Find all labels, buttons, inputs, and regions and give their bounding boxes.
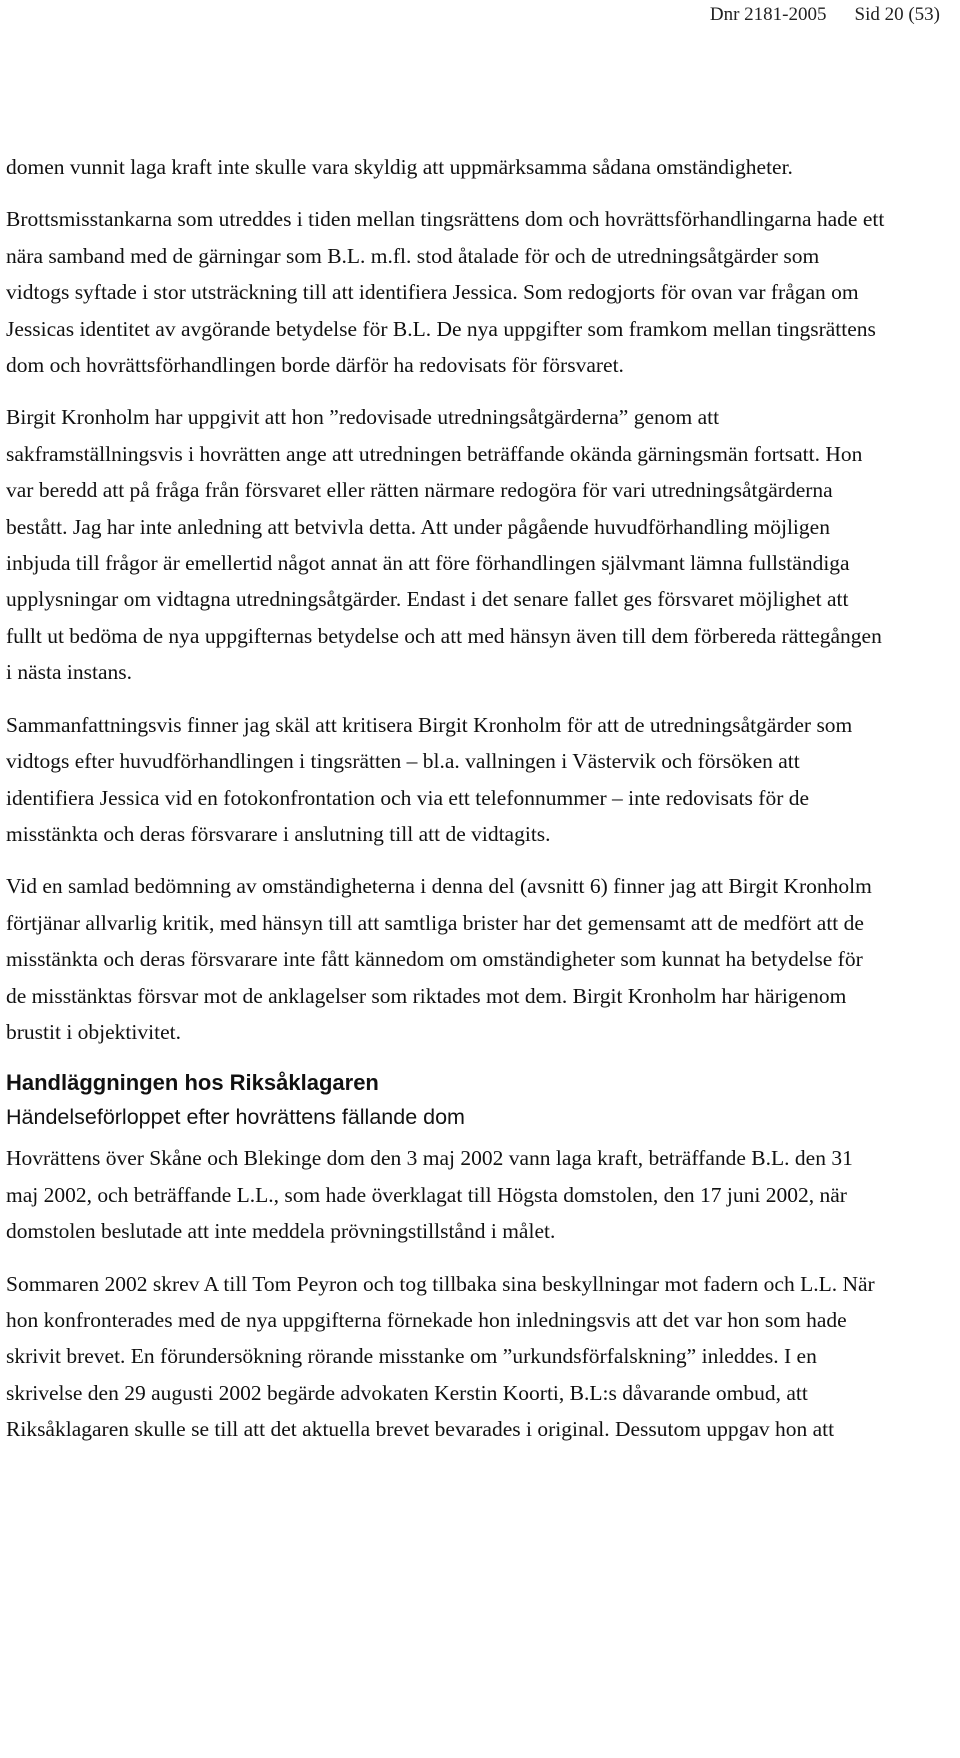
page-number: Sid 20 (53)	[854, 4, 940, 25]
paragraph: Sommaren 2002 skrev A till Tom Peyron och tog tillbaka sina beskyllningar mot fadern och L.L. När hon konfronterades med de nya uppgifterna förnekade hon inledningsvis att det var hon som hade skrivit brevet. En förundersökning rörande misstanke om ”urkundsförfalskning” inleddes. I en skrivelse den 29 augusti 2002 begärde advokaten Kerstin Koorti, B.L:s dåvarande ombud, att Riksåklagaren skulle se till att det aktuella brevet bevarades i original. Dessutom uppgav hon att	[6, 1271, 875, 1442]
paragraph: domen vunnit laga kraft inte skulle vara skyldig att uppmärksamma sådana omständigheter.	[6, 155, 793, 179]
paragraph: Sammanfattningsvis finner jag skäl att kritisera Birgit Kronholm för att de utredningsåtgärder som vidtogs efter huvudförhandlingen i tingsrätten – bl.a. vallningen i Västervik och försöken att identifiera Jessica vid en fotokonfrontation och via ett telefonnummer – inte redovisats för de misstänkta och deras försvarare i anslutning till att de vidtagits.	[6, 712, 853, 846]
document-number: Dnr 2181-2005	[709, 4, 827, 25]
paragraph: Hovrättens över Skåne och Blekinge dom den 3 maj 2002 vann laga kraft, beträffande B.L. den 31 maj 2002, och beträffande L.L., som hade överklagat till Högsta domstolen, den 17 juni 2002, när domstolen beslutade att inte meddela prövningstillstånd i målet.	[6, 1146, 853, 1244]
paragraph: Birgit Kronholm har uppgivit att hon ”redovisade utredningsåtgärderna” genom att sakframställningsvis i hovrätten ange att utredningen beträffande okända gärningsmän fortsatt. Hon var beredd att på fråga från försvaret eller rätten närmare redogöra för vari utredningsåtgärderna bestått. Jag har inte anledning att betvivla detta. Att under pågående huvudförhandling möjligen inbjuda till frågor är emellertid något annat än att före förhandlingen självmant lämna fullständiga upplysningar om vidtagna utredningsåtgärder. Endast i det senare fallet ges försvaret möjlighet att fullt ut bedöma de nya uppgifternas betydelse och att med hänsyn även till dem förbereda rättegången i nästa instans.	[6, 405, 882, 685]
paragraph: Brottsmisstankarna som utreddes i tiden mellan tingsrättens dom och hovrättsförhandlingarna hade ett nära samband med de gärningar som B.L. m.fl. stod åtalade för och de utredningsåtgärder som vidtogs syftade i stor utsträckning till att identifiera Jessica. Som redogjorts för ovan var frågan om Jessicas identitet av avgörande betydelse för B.L. De nya uppgifter som framkom mellan tingsrättens dom och hovrättsförhandlingen borde därför ha redovisats för försvaret.	[6, 207, 885, 378]
paragraph: Vid en samlad bedömning av omständigheterna i denna del (avsnitt 6) finner jag att Birgit Kronholm förtjänar allvarlig kritik, med hänsyn till att samtliga brister har det gemensamt att de medfört att de misstänkta och deras försvarare inte fått kännedom om omständigheter som kunnat ha betydelse för de misstänktas försvar mot de anklagelser som riktades mot dem. Birgit Kronholm har härigenom brustit i objektivitet.	[6, 874, 872, 1044]
section-subheading: Händelseförloppet efter hovrättens fällande dom	[6, 1105, 465, 1130]
page-header	[710, 2, 940, 28]
section-heading: Handläggningen hos Riksåklagaren	[6, 1070, 379, 1096]
document-body	[6, 149, 886, 1464]
